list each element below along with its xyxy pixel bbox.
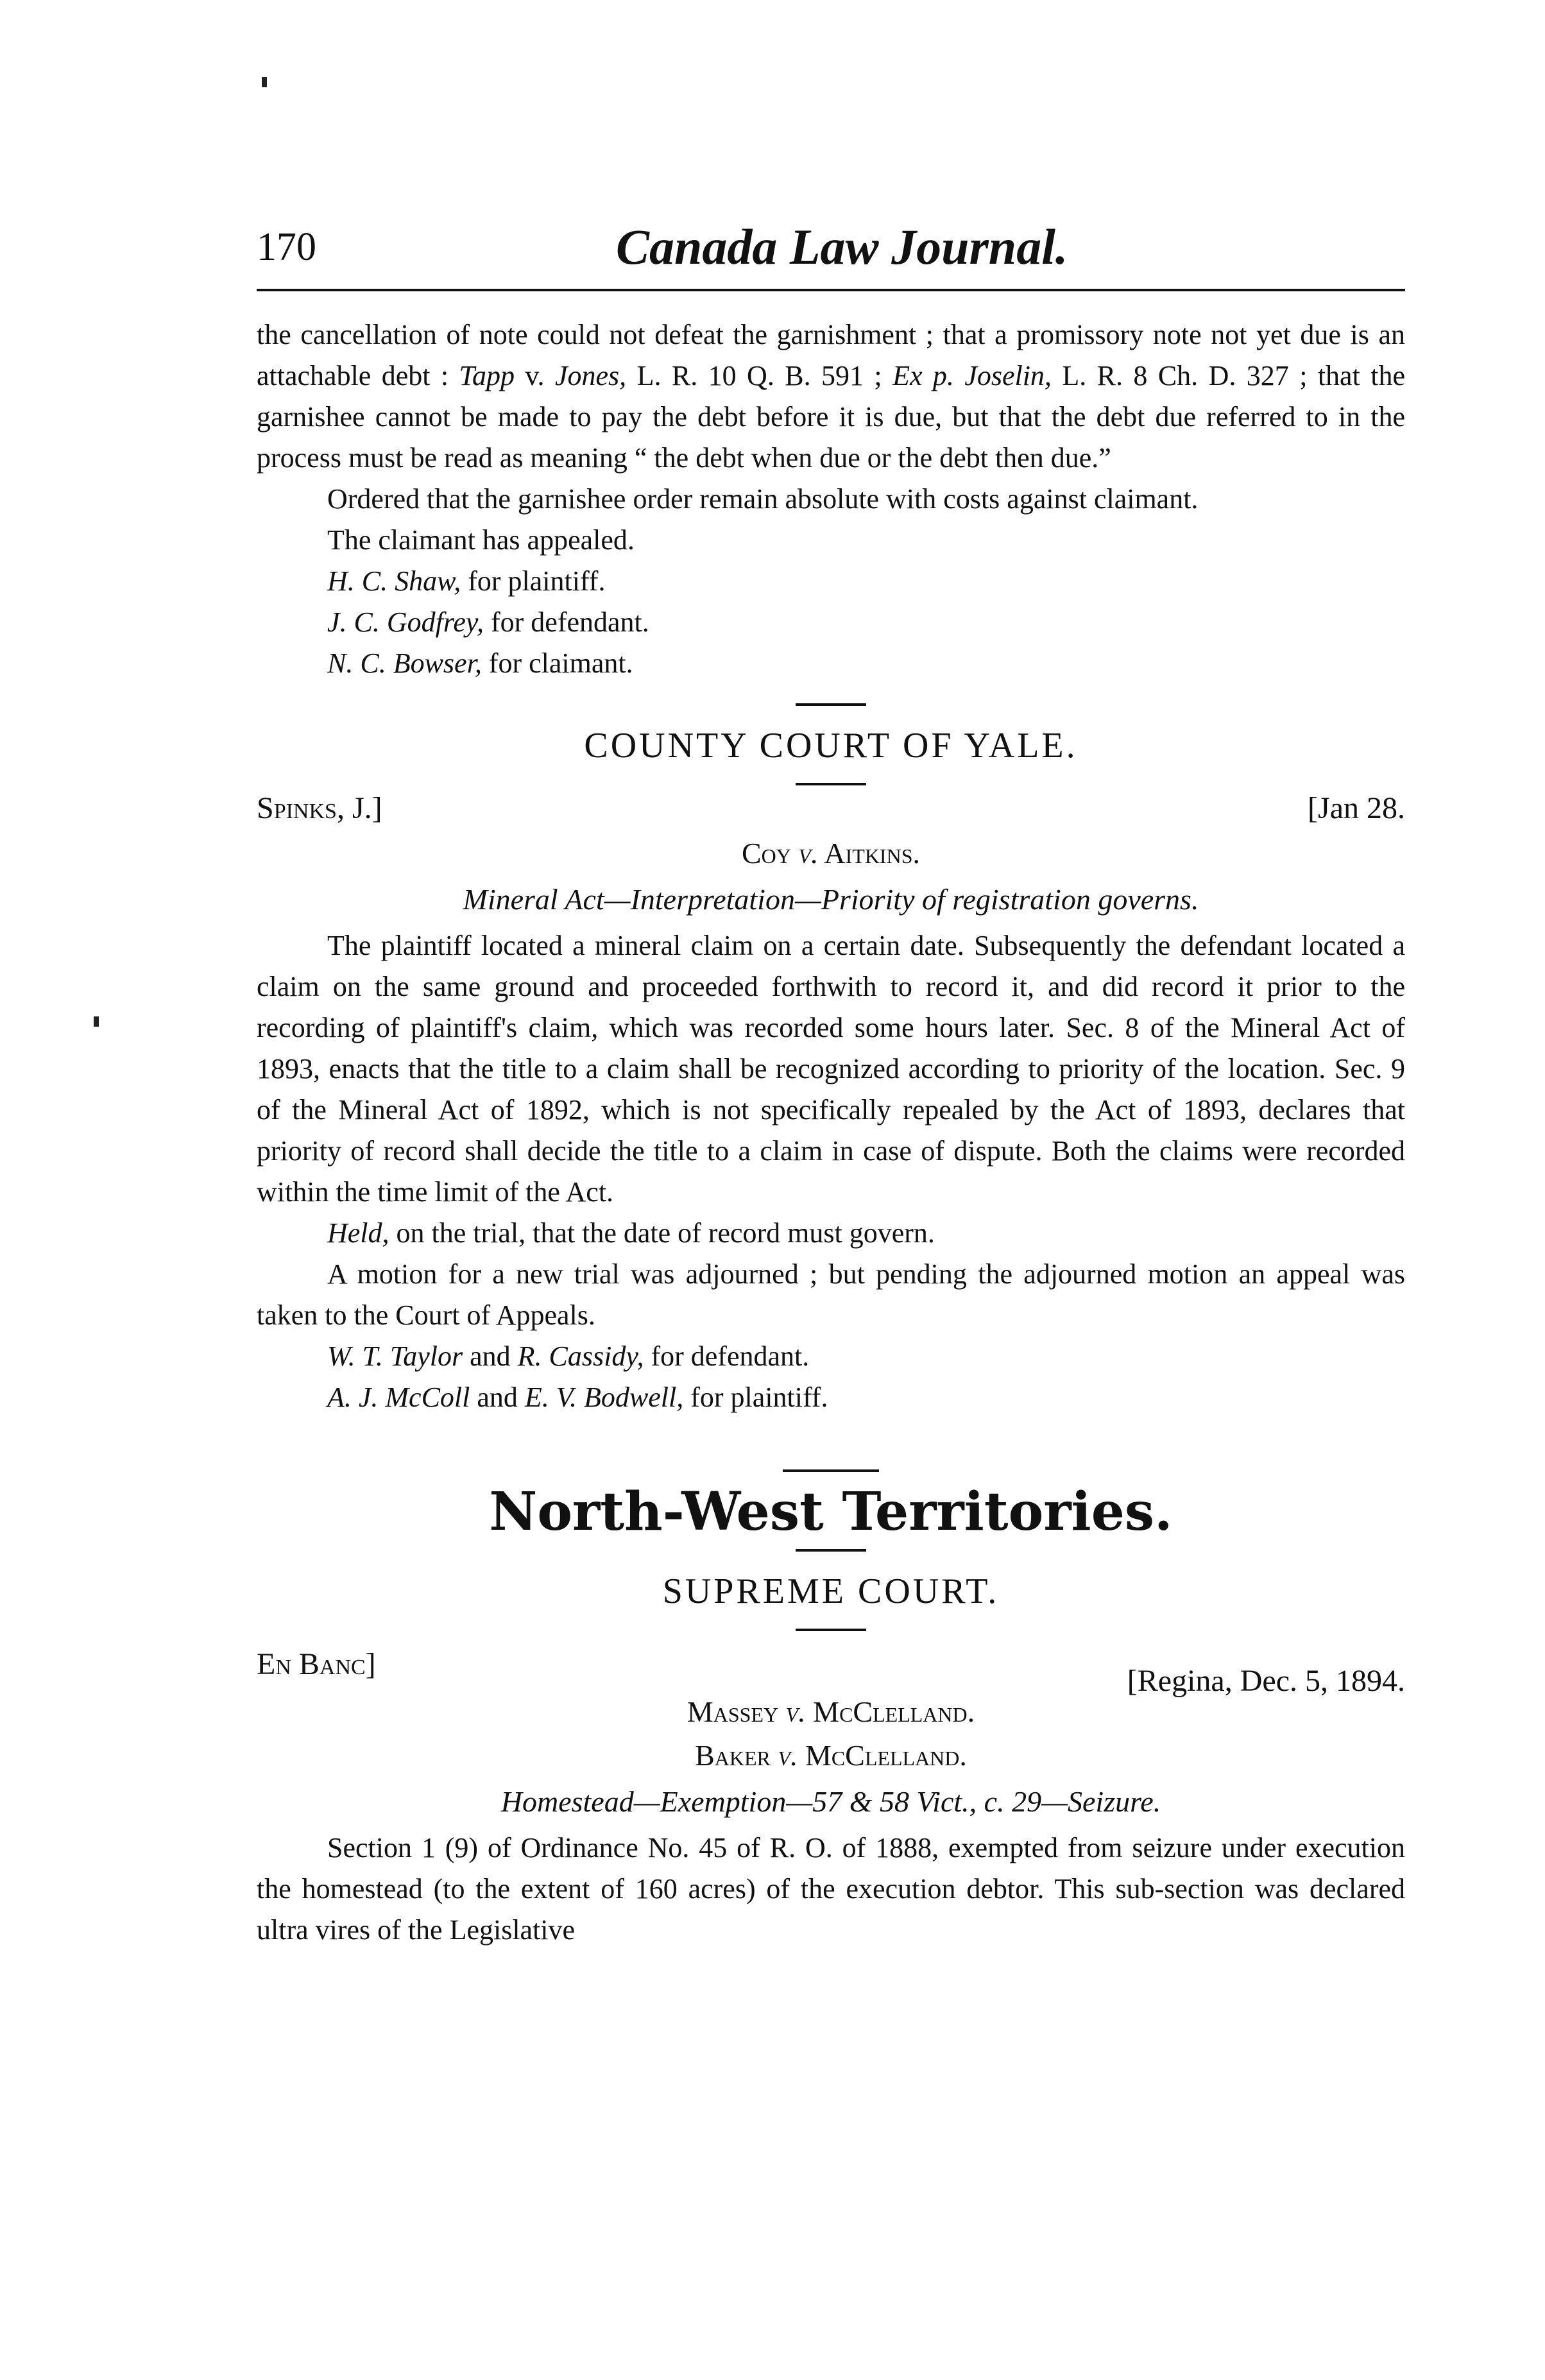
counsel-role: for plaintiff.	[461, 565, 606, 597]
text-segment: v.	[514, 360, 555, 391]
counsel-name: N. C. Bowser,	[327, 647, 482, 679]
page-number: 170	[257, 225, 316, 269]
counsel-name: J. C. Godfrey,	[327, 606, 484, 638]
counsel-role: for plaintiff.	[683, 1382, 828, 1413]
paragraph-appeal: The claimant has appealed.	[327, 524, 635, 556]
bench-name: En Banc]	[257, 1647, 376, 1681]
versus: v.	[798, 837, 819, 869]
paragraph-homestead: Section 1 (9) of Ordinance No. 45 of R. O. of 1888, exempted from seizure under execution the homestead (to the extent of 160 acres) of the execution debtor. This sub-section was declared ultra vires of the Legislative	[257, 1832, 1405, 1946]
section-divider	[796, 1629, 866, 1631]
running-title: Canada Law Journal.	[616, 219, 1068, 275]
section-divider	[796, 703, 866, 706]
paragraph-facts: The plaintiff located a mineral claim on a certain date. Subsequently the defendant located a claim on the same ground and proceeded forthwith to record it, and did record it prior to the recording of plaintiff's claim, which was recorded some hours later. Sec. 8 of the Mineral Act of 1893, enacts that the title to a claim shall be recognized according to priority of the location. Sec. 9 of the Mineral Act of 1892, which is not specifically repealed by the Act of 1893, declares that priority of record shall decide the title to a claim in case of dispute. Both the claims were recorded within the time limit of the Act.	[257, 930, 1405, 1208]
judge-date-row	[257, 1641, 1405, 1698]
case-headnote: Mineral Act—Interpretation—Priority of registration governs.	[463, 883, 1199, 916]
counsel-name: R. Cassidy,	[517, 1340, 644, 1372]
counsel-role: for claimant.	[481, 647, 633, 679]
party-name: Coy	[741, 837, 799, 869]
court-heading-supreme: SUPREME COURT.	[662, 1571, 1000, 1611]
judge-name: Spinks, J.]	[257, 791, 382, 825]
counsel-name: E. V. Bodwell,	[524, 1382, 684, 1413]
paragraph-held	[257, 1213, 1405, 1254]
paragraph-garnishment	[257, 314, 1405, 479]
section-divider	[796, 1549, 866, 1552]
court-heading-yale: COUNTY COURT OF YALE.	[584, 726, 1078, 766]
paragraph-order: Ordered that the garnishee order remain absolute with costs against claimant.	[327, 483, 1199, 515]
counsel-line	[257, 643, 1405, 684]
text-segment: and	[463, 1340, 518, 1372]
margin-mark-left	[94, 1016, 99, 1027]
counsel-role: for defendant.	[484, 606, 649, 638]
counsel-line	[257, 602, 1405, 643]
case-citation: Jones,	[554, 360, 627, 391]
counsel-name: W. T. Taylor	[327, 1340, 463, 1372]
party-name: McClelland.	[798, 1739, 967, 1772]
case-title	[257, 833, 1405, 874]
counsel-name: A. J. McColl	[327, 1382, 470, 1413]
jurisdiction-heading: North-West Territories.	[489, 1481, 1173, 1543]
counsel-name: H. C. Shaw,	[327, 565, 461, 597]
text-segment: on the trial, that the date of record must govern.	[389, 1217, 935, 1249]
counsel-line	[257, 1377, 1405, 1418]
party-name: Massey	[687, 1695, 786, 1728]
counsel-line	[257, 1336, 1405, 1377]
judge-date-row	[257, 785, 1405, 830]
held-label: Held,	[327, 1217, 389, 1249]
case-citation: Ex p. Joselin,	[892, 360, 1052, 391]
text-segment: L. R. 10 Q. B. 591 ;	[626, 360, 893, 391]
counsel-line	[257, 561, 1405, 602]
party-name: Baker	[695, 1739, 778, 1772]
versus: v.	[785, 1695, 806, 1728]
margin-mark-top	[262, 77, 267, 87]
journal-page	[257, 218, 1405, 1951]
versus: v.	[778, 1739, 798, 1772]
page-header	[257, 218, 1405, 291]
case-headnote: Homestead—Exemption—57 & 58 Vict., c. 29—Seizure.	[500, 1785, 1161, 1818]
party-name: McClelland.	[805, 1695, 975, 1728]
page-body	[257, 314, 1405, 1951]
paragraph-motion: A motion for a new trial was adjourned ; but pending the adjourned motion an appeal was taken to the Court of Appeals.	[257, 1258, 1405, 1331]
counsel-role: for defendant.	[644, 1340, 810, 1372]
case-title	[257, 1735, 1405, 1776]
text-segment: L. R. 8 Ch. D. 327 ; that the garnishee cannot be made to pay the debt before it is due, but that the debt due referred to in the process must be read as meaning “ the debt when due or the debt then due.”	[257, 360, 1405, 474]
text-segment: and	[470, 1382, 525, 1413]
decision-date: [Regina, Dec. 5, 1894.	[1127, 1664, 1405, 1698]
decision-date: [Jan 28.	[1308, 791, 1405, 825]
text-segment: the cancellation of note could not defeat the garnishment ; that a promissory note not yet due is an attachable debt :	[257, 319, 1405, 391]
party-name: Aitkins.	[818, 837, 920, 869]
section-divider	[783, 1469, 879, 1472]
case-citation: Tapp	[459, 360, 515, 391]
